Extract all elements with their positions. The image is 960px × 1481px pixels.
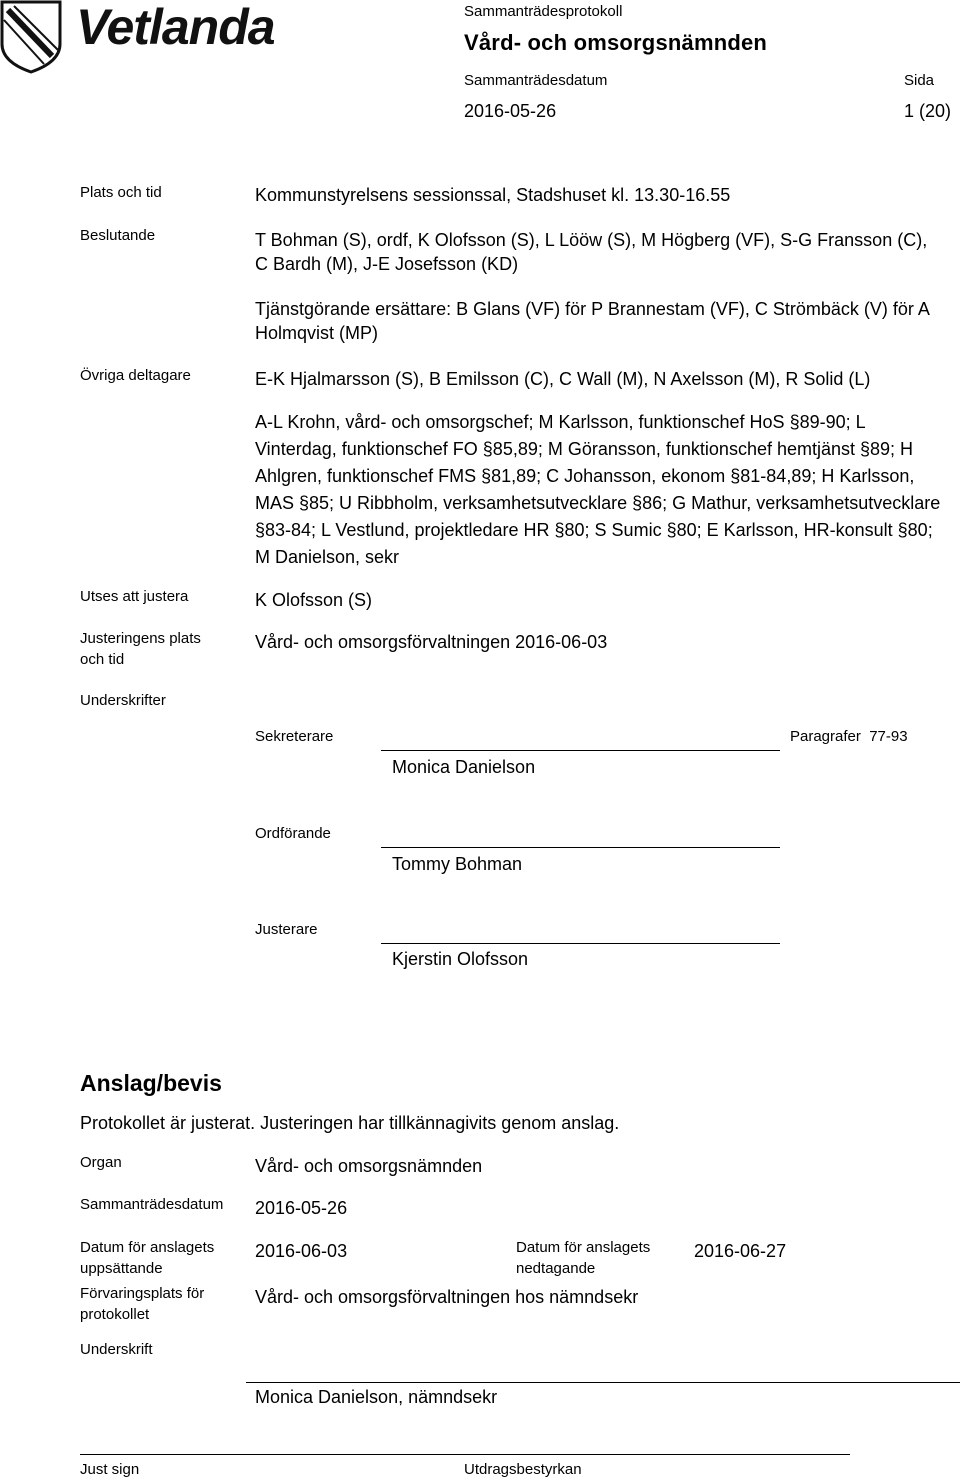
sign-label: Underskrift [80,1341,153,1358]
others-value: E-K Hjalmarsson (S), B Emilsson (C), C Wall (M), N Axelsson (M), R Solid (L) [255,369,871,389]
anslag-date-value: 2016-05-26 [255,1198,348,1218]
decision-label: Beslutande [80,227,156,244]
adjuster-label: Utses att justera [80,588,189,605]
doc-type: Sammanträdesprotokoll [464,3,623,20]
organ-value: Vård- och omsorgsnämnden [255,1156,483,1176]
page-label: Sida [904,72,935,89]
chair-label: Ordförande [255,825,331,842]
secretary-label: Sekreterare [255,728,334,745]
page-number: 1 (20) [904,101,952,121]
chair-name: Tommy Bohman [392,854,523,874]
staff-list: A-L Krohn, vård- och omsorgschef; M Karlsson, funktionschef HoS §89-90; L Vinterdag, funktionschef FO §85,89; M Göransson, funktionschef hemtjänst §89; H Ahlgren, funktionschef FMS §81,89; C Johansson, ekonom §81-84,89; H Karlsson, MAS §85; U Ribbholm, verksamhetsutvecklare §86; G Mathur, verksamhetsutvecklare §83-84; L Vestlund, projektledare HR §80; S Sumic §80; E Karlsson, HR-konsult §80; M Danielson, sekr [255,412,941,567]
decision-value: T Bohman (S), ordf, K Olofsson (S), L Lööw (S), M Högberg (VF), S-G Fransson (C), C Bardh (M), J-E Josefsson (KD) [255,230,928,274]
paragraphs-value: 77-93 [869,728,908,745]
place-value: Kommunstyrelsens sessionssal, Stadshuset kl. 13.30-16.55 [255,185,731,205]
organ-label: Organ [80,1154,122,1171]
committee-title: Vård- och omsorgsnämnden [464,30,768,55]
secretary-signature-line [381,750,780,751]
footer-line [80,1454,850,1455]
posted-label-2: uppsättande [80,1260,163,1277]
removed-value: 2016-06-27 [694,1241,787,1261]
signatures-label: Underskrifter [80,692,166,709]
others-label: Övriga deltagare [80,367,191,384]
adjuster-signature-line [381,943,780,944]
just-sign-label: Just sign [80,1461,140,1478]
sign-line [246,1382,960,1383]
secretary-name: Monica Danielson [392,757,536,777]
posted-label: Datum för anslagets [80,1239,215,1256]
storage-value: Vård- och omsorgsförvaltningen hos nämndsekr [255,1287,639,1307]
brand-name: Vetlanda [76,0,275,55]
anslag-title: Anslag/bevis [80,1070,222,1096]
anslag-intro: Protokollet är justerat. Justeringen har tillkännagivits genom anslag. [80,1113,620,1133]
meeting-date: 2016-05-26 [464,101,557,121]
sign-name: Monica Danielson, nämndsekr [255,1387,498,1407]
posted-value: 2016-06-03 [255,1241,348,1261]
storage-label-2: protokollet [80,1306,150,1323]
substitutes: Tjänstgörande ersättare: B Glans (VF) för P Brannestam (VF), C Strömbäck (V) för A Holmqvist (MP) [255,299,929,343]
removed-label-2: nedtagande [516,1260,596,1277]
sig-adjuster-name: Kjerstin Olofsson [392,949,529,969]
removed-label: Datum för anslagets [516,1239,651,1256]
adjuster-value: K Olofsson (S) [255,590,373,610]
place-label: Plats och tid [80,184,162,201]
storage-label: Förvaringsplats för [80,1285,205,1302]
date-label: Sammanträdesdatum [464,72,608,89]
utdrag-label: Utdragsbestyrkan [464,1461,582,1478]
vetlanda-logo [0,0,72,79]
sig-adjuster-label: Justerare [255,921,318,938]
adjust-place-label: Justeringens plats [80,630,201,647]
paragraphs-label: Paragrafer 77-93 [790,728,908,745]
adjust-place-value: Vård- och omsorgsförvaltningen 2016-06-03 [255,632,608,652]
chair-signature-line [381,847,780,848]
anslag-date-label: Sammanträdesdatum [80,1196,224,1213]
adjust-place-label-2: och tid [80,651,125,668]
coat-of-arms-icon [0,0,72,74]
